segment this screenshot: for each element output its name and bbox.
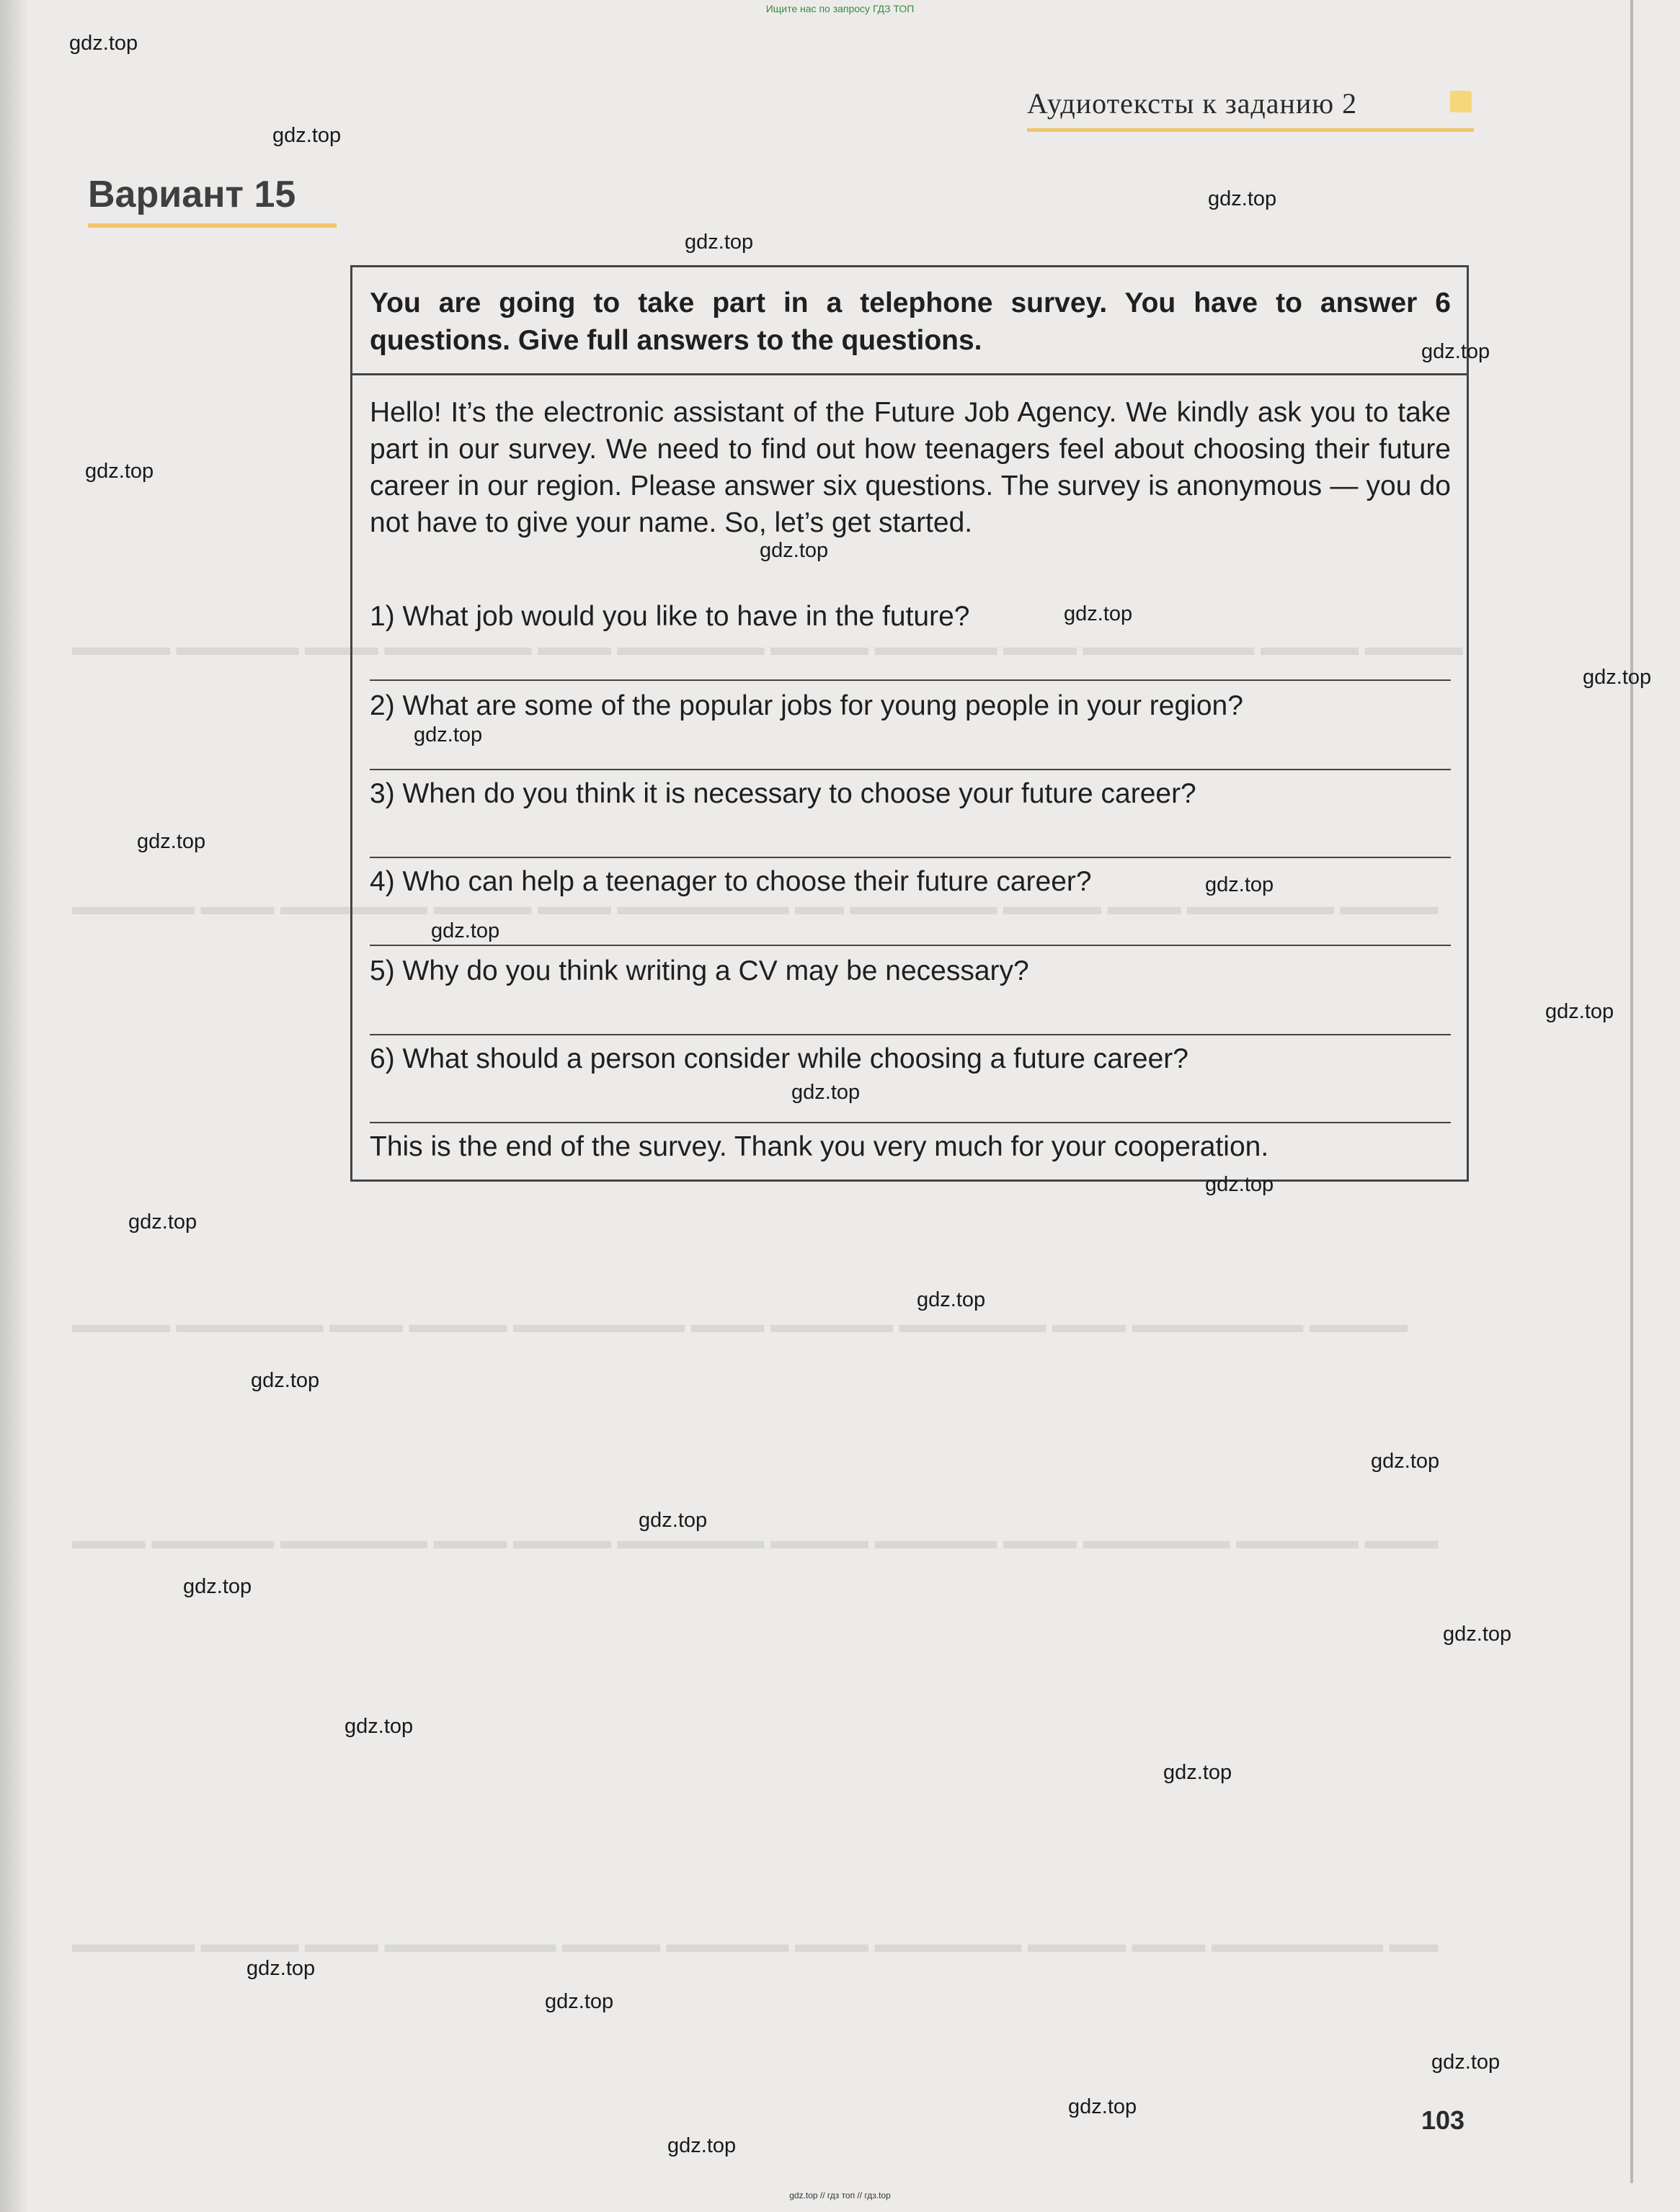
answer-line-2 bbox=[370, 769, 1451, 770]
watermark: gdz.top bbox=[1205, 1173, 1274, 1196]
watermark: gdz.top bbox=[1205, 873, 1274, 896]
page-edge bbox=[1630, 0, 1633, 2183]
answer-line-1 bbox=[370, 679, 1451, 681]
watermark: gdz.top bbox=[1163, 1761, 1232, 1784]
watermark: gdz.top bbox=[128, 1210, 197, 1234]
question-1: 1) What job would you like to have in the future? bbox=[370, 601, 970, 632]
watermark: gdz.top bbox=[1583, 666, 1652, 689]
watermark: gdz.top bbox=[246, 1957, 316, 1980]
watermark: gdz.top bbox=[251, 1369, 320, 1392]
question-4: 4) Who can help a teenager to choose their future career? bbox=[370, 866, 1092, 897]
page-number: 103 bbox=[1421, 2105, 1465, 2135]
watermark: gdz.top bbox=[639, 1509, 708, 1532]
watermark: gdz.top bbox=[1443, 1623, 1512, 1646]
question-3: 3) When do you think it is necessary to choose your future career? bbox=[370, 778, 1196, 809]
watermark: gdz.top bbox=[85, 460, 154, 483]
top-note: Ищите нас по запросу ГДЗ ТОП bbox=[765, 3, 915, 14]
bleed-through-line: ▬▬▬▬ ▬▬▬▬▬▬ ▬▬▬ ▬▬▬▬ ▬▬▬▬▬▬▬ ▬▬▬ ▬▬▬▬▬ ▬▬▬▬▬▬ ▬▬▬ ▬▬▬▬▬▬▬ ▬▬▬▬ bbox=[72, 1311, 1408, 1338]
watermark: gdz.top bbox=[69, 32, 138, 55]
survey-intro: Hello! It’s the electronic assistant of the Future Job Agency. We kindly ask you to take part in our survey. We need to find out how teenagers feel about choosing their future career in our region. Please answer six questions. The survey is anonymous — you do not have to give your name. So, let’s get started. bbox=[370, 397, 1451, 538]
watermark: gdz.top bbox=[1545, 1000, 1614, 1023]
question-2: 2) What are some of the popular jobs for young people in your region? bbox=[370, 690, 1243, 721]
answer-line-6 bbox=[370, 1122, 1451, 1123]
watermark: gdz.top bbox=[183, 1575, 252, 1598]
watermark: gdz.top bbox=[1431, 2051, 1501, 2074]
watermark: gdz.top bbox=[1064, 602, 1133, 625]
watermark: gdz.top bbox=[685, 231, 754, 254]
bleed-through-line: ▬▬▬▬▬ ▬▬▬▬ ▬▬▬ ▬▬▬▬▬▬▬ ▬▬▬▬ ▬▬▬▬▬ ▬▬▬ ▬▬▬▬▬▬ ▬▬▬▬ ▬▬▬ ▬▬▬▬▬▬▬ ▬▬ bbox=[72, 1931, 1439, 1958]
survey-box bbox=[350, 265, 1469, 1182]
bottom-note: gdz.top // гдз топ // гдз.top bbox=[789, 2190, 891, 2200]
watermark: gdz.top bbox=[1068, 2095, 1137, 2118]
watermark: gdz.top bbox=[414, 723, 483, 746]
question-5: 5) Why do you think writing a CV may be necessary? bbox=[370, 955, 1029, 986]
watermark: gdz.top bbox=[917, 1288, 986, 1311]
watermark: gdz.top bbox=[667, 2134, 737, 2157]
survey-outro: This is the end of the survey. Thank you very much for your cooperation. bbox=[370, 1131, 1269, 1162]
watermark: gdz.top bbox=[345, 1715, 414, 1738]
bleed-through-line: ▬▬▬▬ ▬▬▬▬▬ ▬▬▬ ▬▬▬▬▬▬ ▬▬▬ ▬▬▬▬▬▬ ▬▬▬▬ ▬▬▬▬▬ ▬▬▬ ▬▬▬▬▬▬▬ ▬▬▬▬ ▬▬▬▬ bbox=[72, 634, 1463, 661]
task-instruction: You are going to take part in a telephone survey. You have to answer 6 questions. Give full answers to the questions. bbox=[352, 267, 1467, 375]
variant-title: Вариант 15 bbox=[88, 173, 337, 228]
answer-line-3 bbox=[370, 857, 1451, 858]
answer-line-5 bbox=[370, 1034, 1451, 1035]
watermark: gdz.top bbox=[1208, 187, 1277, 210]
watermark: gdz.top bbox=[1421, 340, 1490, 363]
section-marker-square bbox=[1450, 91, 1472, 112]
section-header: Аудиотексты к заданию 2 bbox=[1027, 86, 1474, 132]
watermark: gdz.top bbox=[272, 124, 342, 147]
answer-line-4 bbox=[370, 945, 1451, 946]
watermark: gdz.top bbox=[137, 830, 206, 853]
watermark: gdz.top bbox=[791, 1081, 861, 1104]
watermark: gdz.top bbox=[1371, 1450, 1440, 1473]
page-binding-shadow bbox=[0, 0, 29, 2212]
bleed-through-line: ▬▬▬ ▬▬▬▬▬ ▬▬▬▬▬▬ ▬▬▬ ▬▬▬▬ ▬▬▬▬▬▬ ▬▬▬▬ ▬▬▬▬▬ ▬▬▬ ▬▬▬▬▬▬ ▬▬▬▬▬ ▬▬▬ bbox=[72, 1528, 1439, 1554]
watermark: gdz.top bbox=[431, 919, 500, 942]
watermark: gdz.top bbox=[545, 1990, 614, 2013]
bleed-through-line: ▬▬▬▬▬ ▬▬▬ ▬▬▬▬▬▬ ▬▬▬▬ ▬▬▬ ▬▬▬▬▬▬▬ ▬▬ ▬▬▬▬▬▬ ▬▬▬▬ ▬▬▬ ▬▬▬▬▬▬ ▬▬▬▬ bbox=[72, 893, 1439, 920]
watermark: gdz.top bbox=[760, 539, 829, 562]
question-6: 6) What should a person consider while choosing a future career? bbox=[370, 1043, 1188, 1074]
